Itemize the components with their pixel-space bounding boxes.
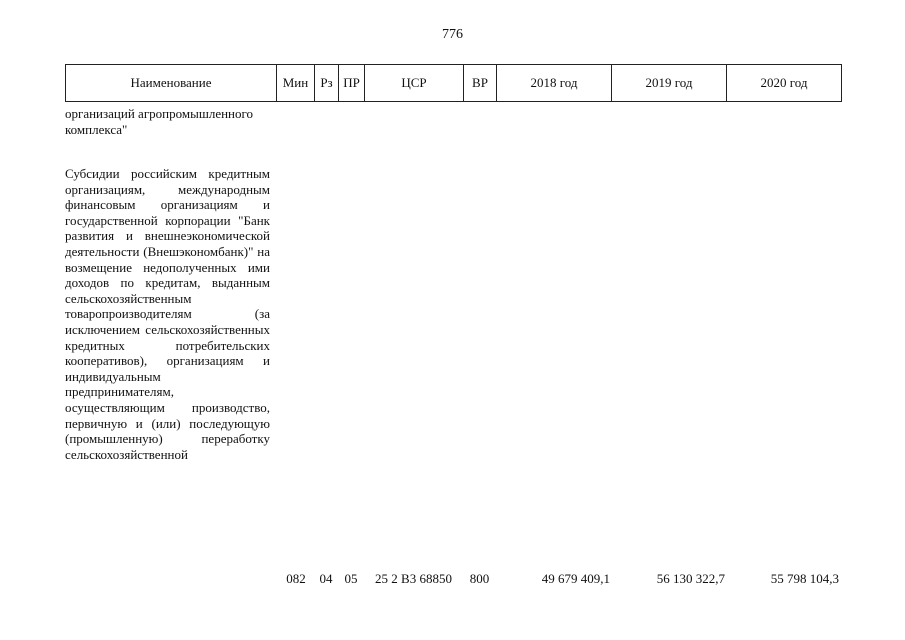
table-row-2-csr: 25 2 В3 68850 — [375, 571, 452, 586]
header-min: Мин — [277, 65, 315, 101]
header-2020: 2020 год — [760, 75, 808, 90]
header-pr: ПР — [339, 65, 365, 101]
header-name: Наименование — [66, 65, 277, 101]
table-row-2-2019: 56 130 322,7 — [656, 571, 725, 586]
table-header-row — [65, 64, 842, 102]
table-row-2-2018: 49 679 409,1 — [541, 571, 610, 586]
table-row-2-name: Субсидии российским кредитным организациям, международным финансовым организациям и государственной корпорации "Банк развития и внешнеэкономической деятельности (Внешэкономбанк)" на возмещение недополученных ими доходов по кредитам, выданным сельскохозяйственным товаропроизводителям (за исключением сельскохозяйственных кредитных потребительских кооперативов), организациям и индивидуальным предпринимателям, осуществляющим производство, первичную и (или) последующую (промышленную) переработку сельскохозяйственной — [65, 166, 270, 462]
table-row-1-name: организаций агропромышленного комплекса" — [65, 106, 254, 137]
header-vr: ВР — [464, 65, 497, 101]
table-row-2-vr: 800 — [469, 571, 490, 586]
header-rz: Рз — [315, 65, 339, 101]
table-row-2-min: 082 — [286, 571, 306, 586]
table-row-2-2020: 55 798 104,3 — [770, 571, 839, 586]
table-row-2-pr: 05 — [344, 571, 358, 586]
header-2018: 2018 год — [497, 65, 612, 101]
page-number: 776 — [442, 27, 463, 42]
table-row-2-rz: 04 — [319, 571, 333, 586]
header-2019: 2019 год — [612, 65, 727, 101]
header-csr: ЦСР — [365, 65, 464, 101]
